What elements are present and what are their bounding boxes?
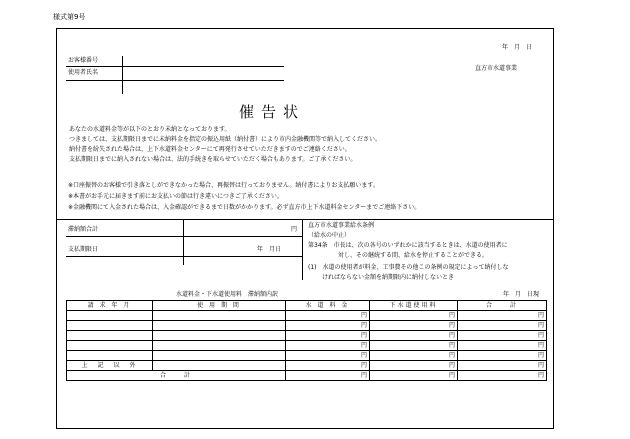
row-label bbox=[67, 331, 153, 341]
header-usage-period: 使 用 期 間 bbox=[153, 301, 286, 311]
row-period bbox=[153, 311, 286, 321]
body-text-1: あなたの水道料金等が以下のとおり未納となっております。 bbox=[69, 126, 231, 133]
ordinance-subtitle: （給水の中止） bbox=[308, 232, 351, 239]
deadline-label: 支払期限日 bbox=[68, 246, 99, 253]
table-row bbox=[67, 351, 547, 361]
user-name-label: 使用者氏名 bbox=[68, 69, 99, 76]
row-label: 上 記 以 外 bbox=[67, 361, 153, 371]
total-row-label: 合 計 bbox=[67, 371, 286, 381]
ordinance-item-2: ければならない金額を納期限内に納付しないとき bbox=[322, 274, 455, 281]
total-water-yen: 円 bbox=[286, 371, 370, 381]
user-name-line bbox=[66, 80, 284, 81]
row-water-yen: 円 bbox=[286, 321, 370, 331]
row-sewer-yen: 円 bbox=[370, 341, 458, 351]
row-label bbox=[67, 341, 153, 351]
ordinance-item-1: (1) 水道の使用者が料金、工事費その他この条例の規定によって納付しな bbox=[308, 264, 509, 271]
note-3: ※金融機関にて入金された場合は、入金確認ができるまで日数がかかります。必ず直方市上下水道料金センターまでご連絡下さい。 bbox=[68, 204, 421, 211]
row-sewer-yen: 円 bbox=[370, 331, 458, 341]
row-period bbox=[153, 331, 286, 341]
table-row bbox=[67, 311, 547, 321]
table-row bbox=[67, 321, 547, 331]
row-water-yen: 円 bbox=[286, 311, 370, 321]
row-water-yen: 円 bbox=[286, 351, 370, 361]
row-sewer-yen: 円 bbox=[370, 361, 458, 371]
total-label: 滞納額合計 bbox=[68, 226, 99, 233]
customer-number-line bbox=[66, 66, 284, 67]
note-2: ※本書がお手元に届きます前にお支払いの節は行き違いにつきご了承ください。 bbox=[68, 193, 283, 200]
summary-divider bbox=[302, 219, 303, 280]
table-row bbox=[67, 331, 547, 341]
fee-breakdown-table bbox=[66, 300, 547, 381]
header-sewer-fee: 下水道使用料 bbox=[370, 301, 458, 311]
row-period bbox=[153, 361, 286, 371]
table-total-row bbox=[67, 371, 547, 381]
header-divider bbox=[122, 56, 123, 94]
total-line bbox=[66, 236, 302, 237]
table-header-row bbox=[67, 301, 547, 311]
total-yen: 円 bbox=[291, 226, 298, 233]
row-sewer-yen: 円 bbox=[370, 351, 458, 361]
deadline-line bbox=[66, 256, 302, 257]
page-title: 催告状 bbox=[239, 103, 306, 121]
row-subtotal-yen: 円 bbox=[458, 351, 547, 361]
table-row-other bbox=[67, 361, 547, 371]
issuer-name: 直方市水道事業 bbox=[475, 65, 518, 72]
row-sewer-yen: 円 bbox=[370, 311, 458, 321]
issue-date: 年 月 日 bbox=[502, 44, 533, 51]
summary-inner-divider bbox=[183, 219, 184, 265]
total-sewer-yen: 円 bbox=[370, 371, 458, 381]
row-water-yen: 円 bbox=[286, 331, 370, 341]
row-subtotal-yen: 円 bbox=[458, 361, 547, 371]
note-1: ※口座振替のお客様で引き落としができなかった場合、再振替は行っておりません。納付書によりお支払願います。 bbox=[68, 182, 379, 189]
row-subtotal-yen: 円 bbox=[458, 311, 547, 321]
table-date: 年 月 日現 bbox=[503, 291, 540, 298]
row-period bbox=[153, 351, 286, 361]
row-water-yen: 円 bbox=[286, 341, 370, 351]
table-row bbox=[67, 341, 547, 351]
form-number: 様式第9号 bbox=[53, 13, 86, 21]
row-period bbox=[153, 321, 286, 331]
total-subtotal-yen: 円 bbox=[458, 371, 547, 381]
deadline-value: 年 月日 bbox=[257, 246, 282, 253]
row-sewer-yen: 円 bbox=[370, 321, 458, 331]
row-subtotal-yen: 円 bbox=[458, 341, 547, 351]
row-label bbox=[67, 311, 153, 321]
row-water-yen: 円 bbox=[286, 361, 370, 371]
customer-number-label: お客様番号 bbox=[68, 57, 99, 64]
ordinance-article-1: 第34条 市長は、次の各号のいずれかに該当するときは、水道の使用者に bbox=[308, 242, 508, 249]
header-billing-month: 請 求 年 月 bbox=[67, 301, 153, 311]
row-subtotal-yen: 円 bbox=[458, 321, 547, 331]
ordinance-article-2: 対し、その継続する間、給水を停止することができる。 bbox=[338, 252, 489, 259]
body-text-3: 納付書を紛失された場合は、上下水道料金センターにて再発行させていただきますのでご連絡ください。 bbox=[69, 146, 351, 153]
row-subtotal-yen: 円 bbox=[458, 331, 547, 341]
body-text-2: つきましては、支払期限日までに未納料金を指定の振込用紙（納付書）により市内金融機関等で納入してください。 bbox=[69, 136, 382, 143]
row-period bbox=[153, 341, 286, 351]
section-divider bbox=[56, 219, 554, 220]
ordinance-title: 直方市水道事業給水条例 bbox=[308, 222, 375, 229]
row-label bbox=[67, 321, 153, 331]
header-water-fee: 水 道 料 金 bbox=[286, 301, 370, 311]
row-label bbox=[67, 351, 153, 361]
header-subtotal: 合 計 bbox=[458, 301, 547, 311]
table-caption: 水道料金・下水道使用料 滞納額内訳 bbox=[176, 291, 279, 298]
body-text-4: 支払期限日までに納入されない場合は、法的手続きを取らせていただく場合もあります。ご了承ください。 bbox=[69, 156, 357, 163]
